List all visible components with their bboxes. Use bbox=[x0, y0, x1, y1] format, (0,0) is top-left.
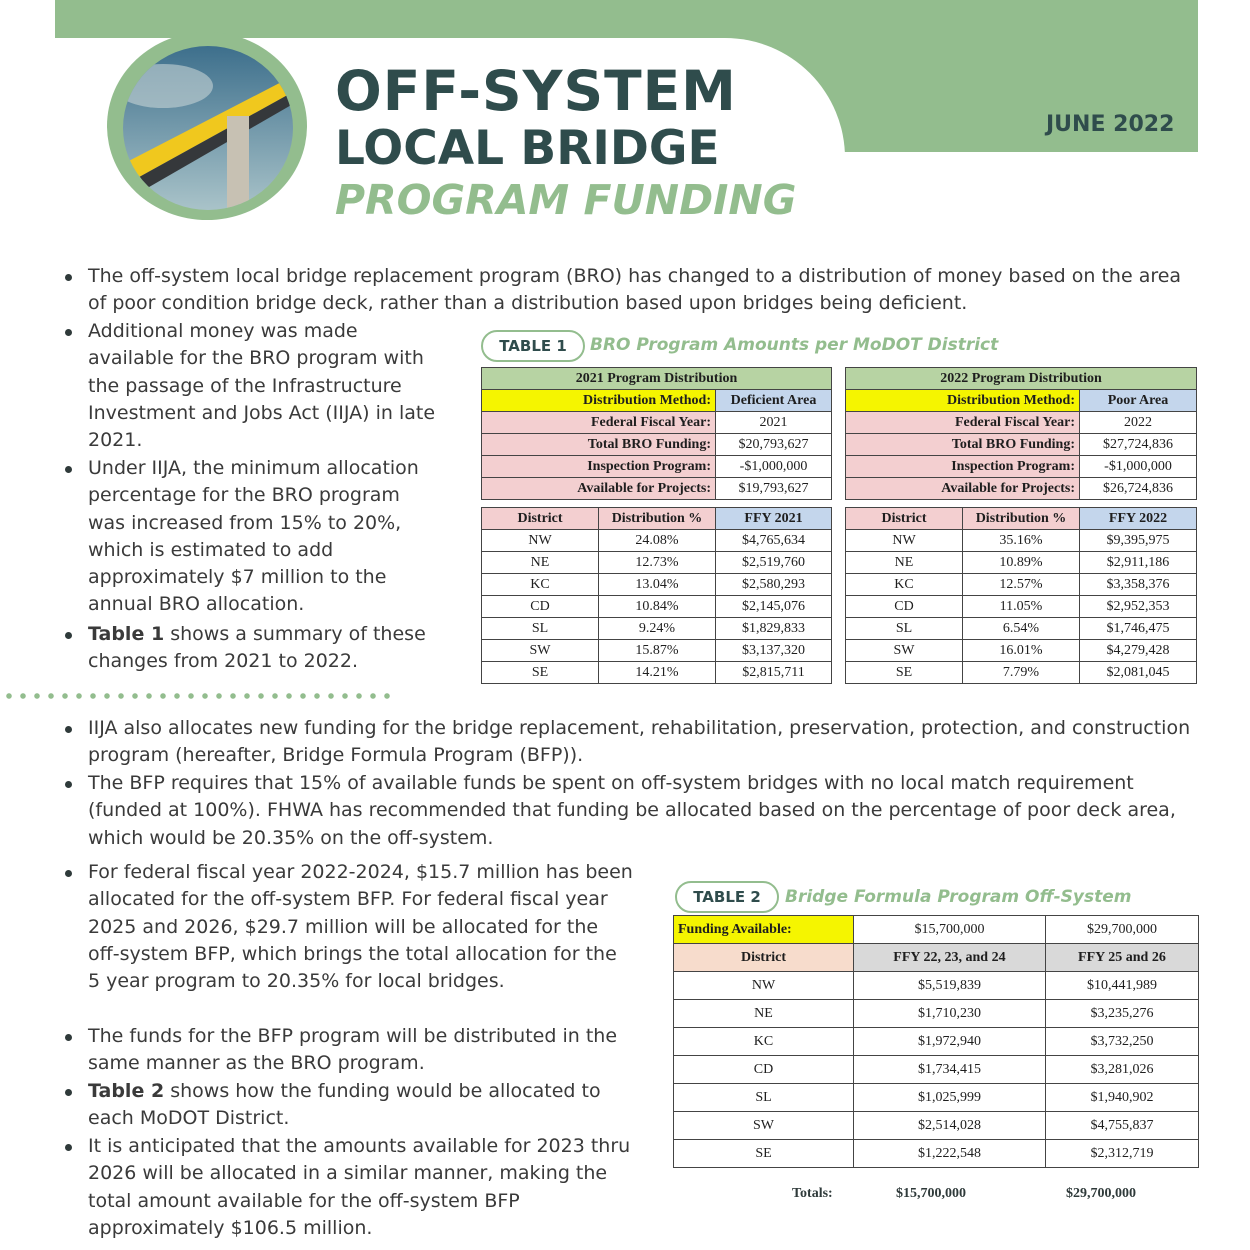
cell: $2,514,028 bbox=[854, 1112, 1046, 1140]
totals-label: Totals: bbox=[792, 1186, 833, 1201]
cell: NE bbox=[846, 552, 963, 574]
cell: 14.21% bbox=[599, 662, 716, 684]
cell: $2,911,186 bbox=[1080, 552, 1197, 574]
cell: $2,815,711 bbox=[716, 662, 832, 684]
cell: $3,235,276 bbox=[1045, 1000, 1198, 1028]
cell: $1,710,230 bbox=[854, 1000, 1046, 1028]
cell: SL bbox=[482, 618, 599, 640]
cell: CD bbox=[674, 1056, 854, 1084]
cell: $9,395,975 bbox=[1080, 530, 1197, 552]
bullet-bfp-allocation: For federal fiscal year 2022-2024, $15.7 million has been allocated for the off-system BFP. For federal fiscal year 2025 and 2026, $29.7 million will be allocated for the off-system BFP, which brings the total allocation for the 5 year program to 20.35% for local bridges. bbox=[88, 859, 633, 995]
cell: SE bbox=[846, 662, 963, 684]
col-header: Distribution % bbox=[963, 508, 1080, 530]
row-label: Federal Fiscal Year: bbox=[846, 412, 1080, 434]
col-header: Distribution % bbox=[599, 508, 716, 530]
bullet-min-allocation: Under IIJA, the minimum allocation percentage for the BRO program was increased from 15% to 20%, which is estimated to add approximately $7 million to the annual BRO allocation. bbox=[88, 455, 443, 619]
col-header: District bbox=[674, 944, 854, 972]
table-title: 2021 Program Distribution bbox=[482, 368, 832, 390]
totals-value: $15,700,000 bbox=[896, 1186, 966, 1201]
cell: 12.57% bbox=[963, 574, 1080, 596]
row-value: 2021 bbox=[716, 412, 832, 434]
cell: $3,732,250 bbox=[1045, 1028, 1198, 1056]
title-line-2: LOCAL BRIDGE bbox=[335, 121, 720, 176]
table1-2021 bbox=[481, 367, 832, 684]
row-value: -$1,000,000 bbox=[1080, 456, 1197, 478]
row-value: 2022 bbox=[1080, 412, 1197, 434]
cell: 15.87% bbox=[599, 640, 716, 662]
cell: $1,222,548 bbox=[854, 1140, 1046, 1168]
col-header: District bbox=[482, 508, 599, 530]
cell: $2,312,719 bbox=[1045, 1140, 1198, 1168]
table2-ref-text: shows how the funding would be allocated to each MoDOT District. bbox=[88, 1080, 601, 1130]
bullet-iija-money: Additional money was made available for the BRO program with the passage of the Infrastructure Investment and Jobs Act (IIJA) in late 2021. bbox=[88, 318, 438, 454]
funding-value: $29,700,000 bbox=[1045, 916, 1198, 944]
cell: $4,765,634 bbox=[716, 530, 832, 552]
cell: $4,279,428 bbox=[1080, 640, 1197, 662]
cell: $1,972,940 bbox=[854, 1028, 1046, 1056]
cell: 9.24% bbox=[599, 618, 716, 640]
row-value: $20,793,627 bbox=[716, 434, 832, 456]
cell: $1,746,475 bbox=[1080, 618, 1197, 640]
cell: SW bbox=[846, 640, 963, 662]
table1-ref: Table 1 bbox=[88, 623, 165, 645]
bullet-table1-ref bbox=[88, 621, 443, 676]
cell: SL bbox=[846, 618, 963, 640]
bullet-bfp-intro: IIJA also allocates new funding for the bridge replacement, rehabilitation, preservation, protection, and construction program (hereafter, Bridge Formula Program (BFP)). bbox=[88, 715, 1198, 770]
cell: 10.84% bbox=[599, 596, 716, 618]
row-value: $26,724,836 bbox=[1080, 478, 1197, 500]
cell: SE bbox=[674, 1140, 854, 1168]
cell: CD bbox=[482, 596, 599, 618]
cell: 6.54% bbox=[963, 618, 1080, 640]
cell: SW bbox=[482, 640, 599, 662]
cell: NW bbox=[674, 972, 854, 1000]
cell: KC bbox=[846, 574, 963, 596]
cell: 7.79% bbox=[963, 662, 1080, 684]
col-header: FFY 2021 bbox=[716, 508, 832, 530]
publication-date: JUNE 2022 bbox=[1046, 112, 1175, 137]
cell: $3,358,376 bbox=[1080, 574, 1197, 596]
cell: NE bbox=[674, 1000, 854, 1028]
table2-label: TABLE 2 bbox=[675, 881, 779, 913]
row-label: Available for Projects: bbox=[482, 478, 716, 500]
cell: $2,952,353 bbox=[1080, 596, 1197, 618]
cell: 13.04% bbox=[599, 574, 716, 596]
cell: $4,755,837 bbox=[1045, 1112, 1198, 1140]
title-line-1: OFF-SYSTEM bbox=[335, 59, 737, 123]
cell: 11.05% bbox=[963, 596, 1080, 618]
bridge-photo bbox=[123, 46, 293, 210]
totals-value: $29,700,000 bbox=[1066, 1186, 1136, 1201]
row-value: $19,793,627 bbox=[716, 478, 832, 500]
cell: 12.73% bbox=[599, 552, 716, 574]
row-label: Inspection Program: bbox=[482, 456, 716, 478]
cell: SW bbox=[674, 1112, 854, 1140]
cell: $1,734,415 bbox=[854, 1056, 1046, 1084]
row-label: Total BRO Funding: bbox=[846, 434, 1080, 456]
cell: 24.08% bbox=[599, 530, 716, 552]
funding-label: Funding Available: bbox=[674, 916, 854, 944]
row-label: Inspection Program: bbox=[846, 456, 1080, 478]
cell: $2,580,293 bbox=[716, 574, 832, 596]
table1-label: TABLE 1 bbox=[481, 330, 585, 362]
table1-ref-text: shows a summary of these changes from 2021 to 2022. bbox=[88, 623, 426, 673]
bullet-bro-change: The off-system local bridge replacement program (BRO) has changed to a distribution of money based on the area of poor condition bridge deck, rather than a distribution based upon bridges being deficient. bbox=[88, 263, 1198, 318]
cell: KC bbox=[482, 574, 599, 596]
method-label: Distribution Method: bbox=[846, 390, 1080, 412]
method-value: Deficient Area bbox=[716, 390, 832, 412]
funding-value: $15,700,000 bbox=[854, 916, 1046, 944]
section-divider bbox=[2, 693, 394, 699]
col-header: FFY 25 and 26 bbox=[1045, 944, 1198, 972]
table1-2022 bbox=[845, 367, 1197, 684]
col-header: District bbox=[846, 508, 963, 530]
row-label: Federal Fiscal Year: bbox=[482, 412, 716, 434]
cell: $1,940,902 bbox=[1045, 1084, 1198, 1112]
table2 bbox=[673, 915, 1199, 1168]
cell: $3,281,026 bbox=[1045, 1056, 1198, 1084]
cell: NW bbox=[482, 530, 599, 552]
cell: $2,519,760 bbox=[716, 552, 832, 574]
cell: $1,829,833 bbox=[716, 618, 832, 640]
cell: SE bbox=[482, 662, 599, 684]
bullet-bfp-distribution: The funds for the BFP program will be distributed in the same manner as the BRO program. bbox=[88, 1023, 633, 1078]
table1-caption: BRO Program Amounts per MoDOT District bbox=[590, 335, 999, 355]
cell: NW bbox=[846, 530, 963, 552]
col-header: FFY 2022 bbox=[1080, 508, 1197, 530]
cell: KC bbox=[674, 1028, 854, 1056]
row-label: Available for Projects: bbox=[846, 478, 1080, 500]
cell: $1,025,999 bbox=[854, 1084, 1046, 1112]
cell: SL bbox=[674, 1084, 854, 1112]
bullet-bfp-requirement: The BFP requires that 15% of available funds be spent on off-system bridges with no local match requirement (funded at 100%). FHWA has recommended that funding be allocated based on the percentage of poor deck area, which would be 20.35% on the off-system. bbox=[88, 770, 1198, 852]
bullet-table2-ref bbox=[88, 1078, 608, 1133]
row-value: -$1,000,000 bbox=[716, 456, 832, 478]
cell: $2,081,045 bbox=[1080, 662, 1197, 684]
method-value: Poor Area bbox=[1080, 390, 1197, 412]
cell: CD bbox=[846, 596, 963, 618]
cell: 16.01% bbox=[963, 640, 1080, 662]
cell: 10.89% bbox=[963, 552, 1080, 574]
table2-caption: Bridge Formula Program Off-System bbox=[785, 887, 1132, 907]
table-title: 2022 Program Distribution bbox=[846, 368, 1197, 390]
cell: NE bbox=[482, 552, 599, 574]
method-label: Distribution Method: bbox=[482, 390, 716, 412]
cell: $5,519,839 bbox=[854, 972, 1046, 1000]
row-value: $27,724,836 bbox=[1080, 434, 1197, 456]
cell: $10,441,989 bbox=[1045, 972, 1198, 1000]
col-header: FFY 22, 23, and 24 bbox=[854, 944, 1046, 972]
cell: $3,137,320 bbox=[716, 640, 832, 662]
bullet-anticipated: It is anticipated that the amounts available for 2023 thru 2026 will be allocated in a similar manner, making the total amount available for the off-system BFP approximately $106.5 million. bbox=[88, 1133, 648, 1242]
row-label: Total BRO Funding: bbox=[482, 434, 716, 456]
title-line-3: PROGRAM FUNDING bbox=[335, 176, 797, 224]
table2-ref: Table 2 bbox=[88, 1080, 165, 1102]
cell: $2,145,076 bbox=[716, 596, 832, 618]
page-title bbox=[335, 59, 797, 224]
cell: 35.16% bbox=[963, 530, 1080, 552]
